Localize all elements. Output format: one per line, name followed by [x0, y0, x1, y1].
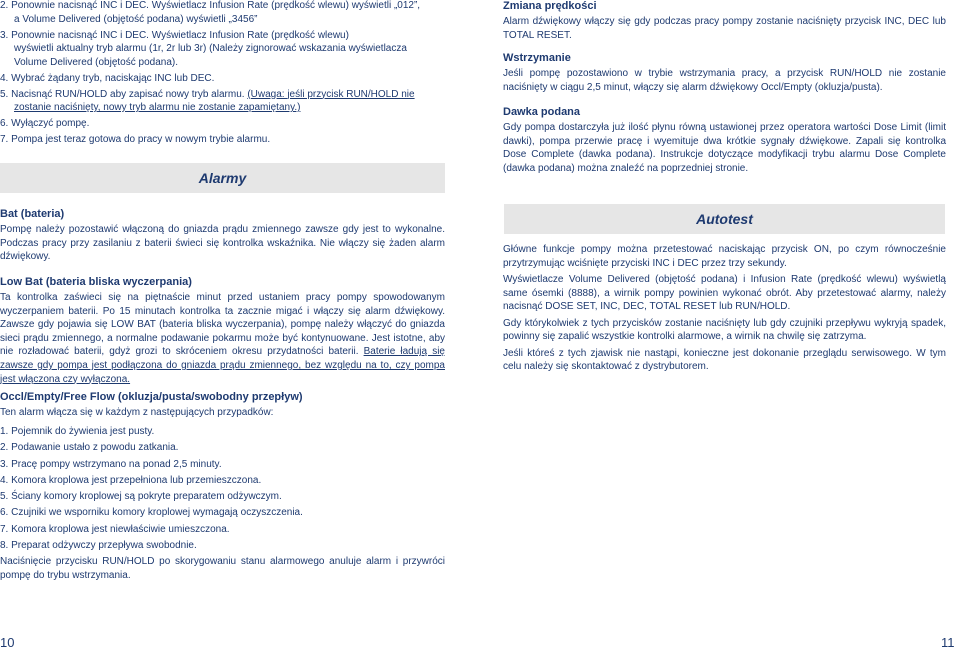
- autotest-section: [503, 243, 946, 374]
- occl-cause-item: 7. Komora kroplowa jest niewłaściwie umieszczona.: [0, 523, 230, 535]
- bat-section: [0, 207, 445, 264]
- step-text: 5. Nacisnąć RUN/HOLD aby zapisać nowy tryb alarmu.: [0, 88, 248, 100]
- low-bat-charging-note: Baterie ładują się zawsze gdy pompa jest podłączona do gniazda prądu zmiennego, bez względu na to, czy pompa jest włączona czy wyłączona.: [0, 346, 445, 385]
- autotest-paragraph: Główne funkcje pompy można przetestować naciskając przycisk ON, po czym równocześnie przytrzymując wciśnięte przyciski INC i DEC przez trzy sekundy.: [503, 244, 946, 269]
- occl-cause-item: 8. Preparat odżywczy przepływa swobodnie.: [0, 539, 197, 551]
- bat-heading: Bat (bateria): [0, 208, 65, 220]
- step-item: 2. Ponownie nacisnąć INC i DEC. Wyświetlacz Infusion Rate (prędkość wlewu) wyświetli „012”, a Volume Delivered (objętość podana) wyświetli „3456”: [0, 0, 421, 25]
- rate-change-section: [503, 0, 946, 42]
- hold-section: [503, 51, 946, 94]
- dose-complete-description: Gdy pompa dostarczyła już ilość płynu równą ustawionej przez operatora wartości Dose Limit (limit dawki), pompa przerwie pracę i wyemituje dwa krótkie sygnały dźwiękowe. Zapali się kontrolka Dose Complete (dawka podana). Instrukcje dotyczące modyfikacji trybu alarmu Dose Complete (dawka podana) można znaleźć na poprzedniej stronie.: [503, 122, 946, 174]
- rate-change-heading: Zmiana prędkości: [503, 0, 597, 12]
- autotest-section-banner: [504, 204, 945, 234]
- step-item: 6. Wyłączyć pompę.: [0, 118, 90, 129]
- occl-heading: Occl/Empty/Free Flow (okluzja/pusta/swobodny przepływ): [0, 391, 303, 403]
- alarms-banner-title: Alarmy: [198, 170, 247, 186]
- bat-description: Pompę należy pozostawić włączoną do gniazda prądu zmiennego zawsze gdy jest to wykonalne. Podczas pracy przy zasilaniu z baterii świeci się kontrolka wskaźnika. Nie włączy się żaden alarm dźwiękowy.: [0, 224, 445, 263]
- occl-cause-item: 5. Ściany komory kroplowej są pokryte preparatem odżywczym.: [0, 491, 282, 503]
- right-page: [503, 0, 946, 630]
- occl-reset-note: Naciśnięcie przycisku RUN/HOLD po skorygowaniu stanu alarmowego anuluje alarm i przywróci pompę do trybu wstrzymania.: [0, 555, 445, 581]
- low-bat-heading: Low Bat (bateria bliska wyczerpania): [0, 276, 192, 288]
- occl-intro: Ten alarm włącza się w każdym z następujących przypadków:: [0, 407, 274, 418]
- occl-section: [0, 390, 445, 582]
- low-bat-description: [0, 291, 445, 386]
- occl-cause-item: 3. Pracę pompy wstrzymano na ponad 2,5 minuty.: [0, 458, 222, 470]
- occl-cause-item: 4. Komora kroplowa jest przepełniona lub przemieszczona.: [0, 474, 262, 486]
- autotest-banner-title: Autotest: [696, 211, 753, 227]
- step-item: 4. Wybrać żądany tryb, naciskając INC lub DEC.: [0, 72, 215, 84]
- step-item: [0, 88, 445, 115]
- dose-complete-heading: Dawka podana: [503, 106, 581, 118]
- left-page: [0, 0, 445, 630]
- page-number-left: 10: [0, 635, 15, 650]
- alarms-section-banner: [0, 163, 445, 193]
- low-bat-description-text: Ta kontrolka zaświeci się na piętnaście minut przed ustaniem pracy pompy spowodowanym wyczerpaniem baterii. Po 15 minutach kontrolka ta zacznie migać i włączy się alarm dźwiękowy. Zawsze gdy pojawia się LOW BAT (bateria bliska wyczerpania), pompę należy włączyć do gniazda sieci prądu zmiennego, a normalne podawanie pokarmu może być kontynuowane. Jest istotne, aby nie rozładować baterii, gdyż grozi to skróceniem okresu przydatności baterii.: [0, 292, 445, 358]
- occl-cause-item: 6. Czujniki we wsporniku komory kroplowej wymagają oczyszczenia.: [0, 507, 303, 519]
- hold-description: Jeśli pompę pozostawiono w trybie wstrzymania pracy, a przycisk RUN/HOLD nie zostanie naciśnięty w ciągu 2,5 minut, włączy się alarm dźwiękowy Occl/Empty (okluzja/pusta).: [503, 68, 946, 93]
- occl-cause-item: 1. Pojemnik do żywienia jest pusty.: [0, 425, 155, 437]
- step-item: 7. Pompa jest teraz gotowa do pracy w nowym trybie alarmu.: [0, 134, 271, 145]
- step-item: 3. Ponownie nacisnąć INC i DEC. Wyświetlacz Infusion Rate (prędkość wlewu) wyświetli aktualny tryb alarmu (1r, 2r lub 3r) (Należy zignorować wskazania wyświetlacza Volume Delivered (objętość podana).: [0, 29, 407, 68]
- page-number-right: 11: [941, 635, 955, 650]
- alarm-mode-steps: [0, 0, 445, 147]
- autotest-paragraph: Jeśli któreś z tych zjawisk nie nastąpi, konieczne jest dokonanie przeglądu serwisowego. W tym celu należy się skontaktować z dystrybutorem.: [503, 347, 946, 373]
- rate-change-description: Alarm dźwiękowy włączy się gdy podczas pracy pompy zostanie naciśnięty przycisk INC, DEC lub TOTAL RESET.: [503, 16, 946, 41]
- low-bat-section: [0, 275, 445, 386]
- autotest-paragraph: Wyświetlacze Volume Delivered (objętość podana) i Infusion Rate (prędkość wlewu) wyświetlą same ósemki (8888), a wirnik pompy powinien wykonać obrót. Aby przetestować alarmy, należy nacisnąć DOSE SET, INC, DEC, TOTAL RESET lub RUN/HOLD.: [503, 273, 946, 313]
- step-note: (Uwaga: jeśli przycisk RUN/HOLD nie zostanie naciśnięty, nowy tryb alarmu nie zostanie zapamiętany.): [14, 88, 415, 113]
- hold-heading: Wstrzymanie: [503, 52, 571, 64]
- autotest-paragraph: Gdy którykolwiek z tych przycisków zostanie naciśnięty lub gdy czujniki przepływu wykryją spadek, powinny się zapalić wszystkie kontrolki alarmowe, a wirnik na chwilę się zatrzyma.: [503, 317, 946, 343]
- occl-cause-list: [0, 425, 445, 553]
- occl-cause-item: 2. Podawanie ustało z powodu zatkania.: [0, 442, 179, 454]
- dose-complete-section: [503, 105, 946, 175]
